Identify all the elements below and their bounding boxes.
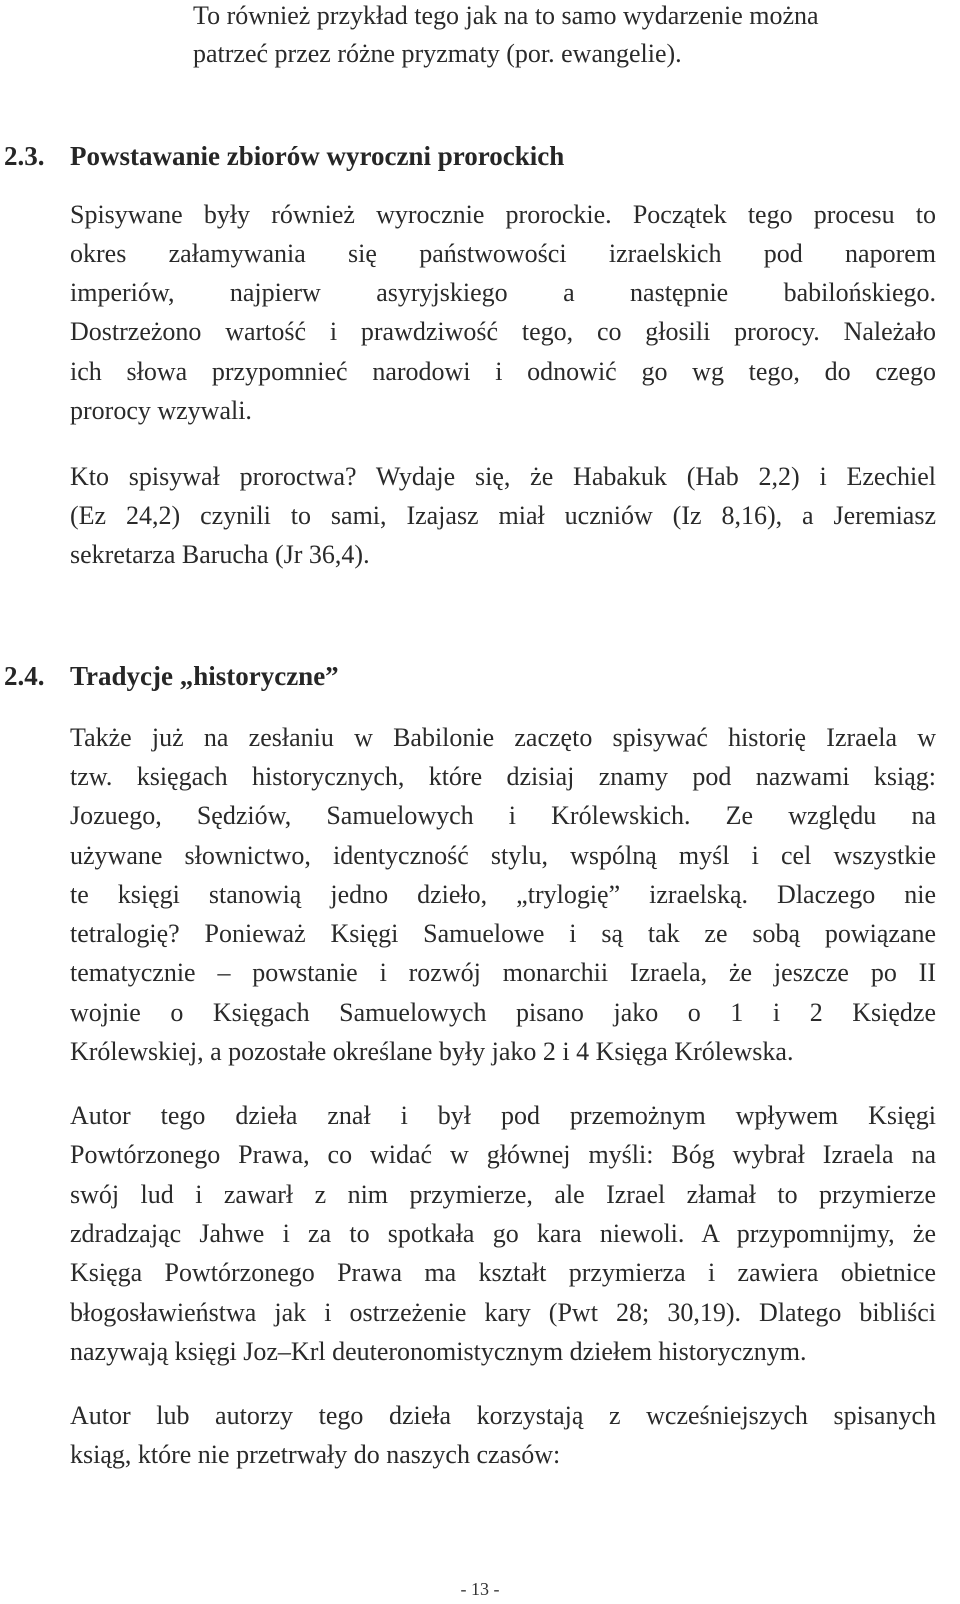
paragraph-line: Królewskiej, a pozostałe określane były jako 2 i 4 Księga Królewska. xyxy=(70,1037,794,1066)
paragraph-line: nazywają księgi Joz–Krl deuteronomistycznym dziełem historycznym. xyxy=(70,1337,807,1366)
paragraph-line: Księga Powtórzonego Prawa ma kształt przymierza i zawiera obietnice xyxy=(70,1258,936,1287)
paragraph-line: ksiąg, które nie przetrwały do naszych czasów: xyxy=(70,1440,561,1469)
intro-line: To również przykład tego jak na to samo wydarzenie można xyxy=(193,1,819,30)
paragraph-line: tematycznie – powstanie i rozwój monarchii Izraela, że jeszcze po II xyxy=(70,958,936,987)
paragraph-line: prorocy wzywali. xyxy=(70,396,252,425)
paragraph-line: Kto spisywał proroctwa? Wydaje się, że Habakuk (Hab 2,2) i Ezechiel xyxy=(70,462,936,491)
page-number: - 13 - xyxy=(460,1579,500,1599)
section-heading-2-4 xyxy=(4,660,339,692)
paragraph-line: błogosławieństwa jak i ostrzeżenie kary (Pwt 28; 30,19). Dlatego bibliści xyxy=(70,1298,936,1327)
paragraph-line: Spisywane były również wyrocznie prorockie. Początek tego procesu to xyxy=(70,200,936,229)
paragraph-line: tzw. księgach historycznych, które dzisiaj znamy pod nazwami ksiąg: xyxy=(70,762,936,791)
section-heading-2-3 xyxy=(4,140,564,172)
paragraph-line: Dostrzeżono wartość i prawdziwość tego, co głosili prorocy. Należało xyxy=(70,317,936,346)
section-title: Powstawanie zbiorów wyroczni prorockich xyxy=(70,141,565,171)
paragraph-line: (Ez 24,2) czynili to sami, Izajasz miał uczniów (Iz 8,16), a Jeremiasz xyxy=(70,501,936,530)
paragraph-line: Autor tego dzieła znał i był pod przemożnym wpływem Księgi xyxy=(70,1101,936,1130)
paragraph-line: ich słowa przypomnieć narodowi i odnowić go wg tego, do czego xyxy=(70,357,936,386)
paragraph-line: używane słownictwo, identyczność stylu, wspólną myśl i cel wszystkie xyxy=(70,841,936,870)
section-title: Tradycje „historyczne” xyxy=(70,661,339,691)
paragraph-line: okres załamywania się państwowości izraelskich pod naporem xyxy=(70,239,936,268)
paragraph-line: Jozuego, Sędziów, Samuelowych i Królewskich. Ze względu na xyxy=(70,801,936,830)
paragraph-line: tetralogię? Ponieważ Księgi Samuelowe i są tak ze sobą powiązane xyxy=(70,919,936,948)
paragraph-line: sekretarza Barucha (Jr 36,4). xyxy=(70,540,370,569)
paragraph-line: zdradzając Jahwe i za to spotkała go kara niewoli. A przypomnijmy, że xyxy=(70,1219,936,1248)
paragraph-line: Autor lub autorzy tego dzieła korzystają z wcześniejszych spisanych xyxy=(70,1401,936,1430)
paragraph-line: Powtórzonego Prawa, co widać w głównej myśli: Bóg wybrał Izraela na xyxy=(70,1140,936,1169)
section-number: 2.4. xyxy=(4,661,45,691)
section-number: 2.3. xyxy=(4,141,45,171)
paragraph-line: te księgi stanowią jedno dzieło, „trylogię” izraelską. Dlaczego nie xyxy=(70,880,936,909)
paragraph-line: wojnie o Księgach Samuelowych pisano jako o 1 i 2 Księdze xyxy=(70,998,936,1027)
paragraph-line: Także już na zesłaniu w Babilonie zaczęto spisywać historię Izraela w xyxy=(70,723,936,752)
intro-line: patrzeć przez różne pryzmaty (por. ewangelie). xyxy=(193,39,682,68)
paragraph-line: imperiów, najpierw asyryjskiego a następnie babilońskiego. xyxy=(70,278,936,307)
paragraph-line: swój lud i zawarł z nim przymierze, ale Izrael złamał to przymierze xyxy=(70,1180,936,1209)
